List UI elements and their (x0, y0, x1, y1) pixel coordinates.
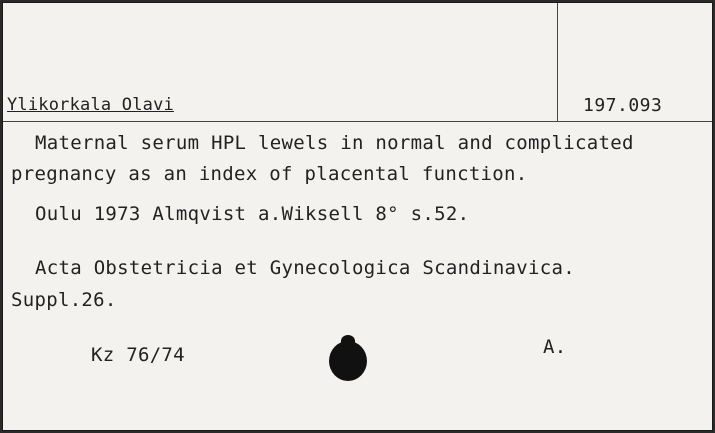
author-heading: Ylikorkala Olavi (7, 95, 174, 115)
header-vertical-rule (557, 3, 558, 122)
title-line-2: pregnancy as an index of placental function. (11, 163, 528, 185)
classification-number: 197.093 (583, 95, 663, 116)
cataloguer-initial: A. (543, 336, 567, 358)
imprint-line: Oulu 1973 Almqvist a.Wiksell 8° s.52. (35, 203, 470, 225)
catalog-card (2, 2, 713, 431)
title-line-1: Maternal serum HPL lewels in normal and complicated (35, 132, 634, 154)
header-horizontal-rule (3, 121, 712, 122)
shelf-code: Kz 76/74 (91, 344, 185, 366)
punch-hole-icon (329, 341, 367, 381)
series-line-1: Acta Obstetricia et Gynecologica Scandinavica. (35, 257, 575, 279)
series-line-2: Suppl.26. (11, 289, 117, 311)
